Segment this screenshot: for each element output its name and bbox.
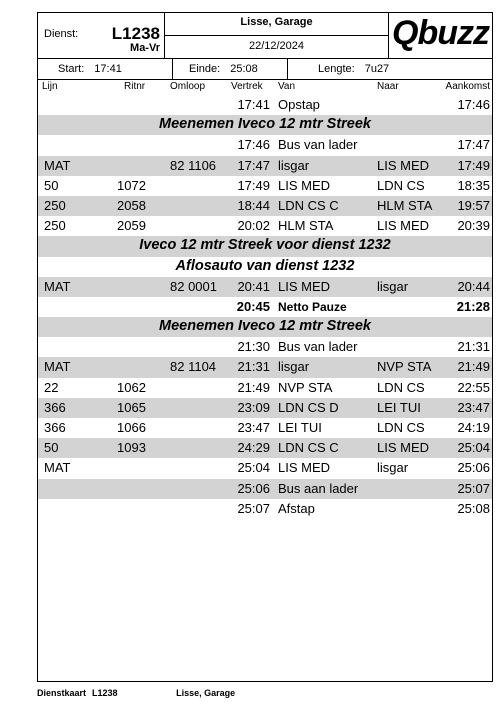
dienstkaart-frame [37, 12, 493, 682]
cell-aankomst: 18:35 [457, 177, 490, 193]
einde-label: Einde: [189, 63, 221, 75]
table-row [38, 277, 492, 297]
cell-aankomst: 17:46 [457, 97, 490, 112]
cell-van: Bus van lader [278, 137, 358, 153]
cell-omloop: 82 0001 [170, 278, 217, 294]
table-row [38, 196, 492, 216]
col-aankomst: Aankomst [445, 81, 490, 92]
cell-aankomst: 25:04 [457, 440, 490, 456]
cell-vertrek: 25:07 [237, 500, 270, 516]
cell-van: Bus van lader [278, 339, 358, 355]
col-van: Van [278, 81, 296, 92]
cell-aankomst: 19:57 [457, 197, 490, 213]
banner-text: Meenemen Iveco 12 mtr Streek [159, 318, 371, 335]
cell-aankomst: 21:28 [456, 298, 490, 314]
cell-lijn: 250 [44, 197, 66, 213]
cell-vertrek: 17:41 [237, 97, 270, 112]
cell-omloop: 82 1104 [170, 359, 217, 375]
cell-aankomst: 24:19 [457, 420, 490, 435]
cell-vertrek: 20:45 [236, 298, 270, 314]
cell-van: Bus aan lader [278, 480, 359, 496]
table-row [38, 479, 492, 499]
garage-name: Lisse, Garage [240, 16, 313, 28]
cell-vertrek: 24:29 [237, 440, 270, 456]
cell-aankomst: 21:49 [457, 359, 490, 375]
cell-van: LIS MED [278, 460, 331, 476]
cell-aankomst: 25:06 [457, 460, 490, 476]
lengte-cell [288, 59, 492, 79]
cell-vertrek: 18:44 [237, 197, 270, 213]
cell-naar: LIS MED [377, 440, 430, 456]
dienst-number: L1238 [111, 24, 160, 43]
cell-lijn: 50 [44, 177, 59, 193]
cell-van: NVP STA [278, 379, 333, 395]
banner-row [38, 236, 492, 256]
cell-ritnr: 1093 [117, 440, 146, 456]
cell-vertrek: 25:04 [237, 460, 270, 476]
cell-van: HLM STA [278, 218, 334, 234]
cell-lijn: MAT [44, 278, 71, 294]
times-bar [38, 59, 492, 80]
cell-vertrek: 20:02 [237, 218, 270, 234]
col-vertrek: Vertrek [231, 81, 263, 92]
footer-garage: Lisse, Garage [176, 688, 236, 698]
table-row [38, 95, 492, 115]
cell-naar: HLM STA [377, 197, 433, 213]
cell-vertrek: 23:09 [237, 399, 270, 415]
divider [165, 35, 388, 36]
table-row [38, 499, 492, 519]
table-row [38, 337, 492, 357]
cell-aankomst: 20:44 [457, 278, 490, 294]
cell-van: LDN CS C [278, 440, 339, 456]
cell-aankomst: 17:49 [457, 157, 490, 173]
cell-aankomst: 20:39 [457, 218, 490, 234]
cell-lijn: MAT [44, 359, 71, 375]
start-cell [38, 59, 173, 79]
cell-ritnr: 1072 [117, 177, 146, 193]
cell-lijn: 22 [44, 379, 59, 395]
dienst-cell [38, 13, 165, 58]
col-naar: Naar [377, 81, 399, 92]
banner-row [38, 257, 492, 277]
col-omloop: Omloop [170, 81, 206, 92]
dienst-label: Dienst: [44, 28, 79, 40]
cell-omloop: 82 1106 [170, 157, 217, 173]
cell-ritnr: 1062 [117, 379, 146, 395]
logo-cell [389, 13, 492, 58]
cell-vertrek: 17:47 [237, 157, 270, 173]
cell-naar: LDN CS [377, 420, 425, 435]
cell-aankomst: 17:47 [457, 137, 490, 153]
cell-aankomst: 22:55 [457, 379, 490, 395]
table-row [38, 357, 492, 377]
cell-naar: NVP STA [377, 359, 432, 375]
footer-dienstkaart: Dienstkaart [37, 688, 87, 698]
cell-van: Opstap [278, 97, 320, 112]
cell-vertrek: 25:06 [237, 480, 270, 496]
einde-cell [173, 59, 288, 79]
lengte-label: Lengte: [318, 63, 355, 75]
cell-lijn: 50 [44, 440, 59, 456]
cell-vertrek: 21:30 [237, 339, 270, 355]
banner-text: Iveco 12 mtr Streek voor dienst 1232 [139, 237, 391, 254]
footer-label [37, 688, 146, 698]
start-time: 17:41 [94, 63, 122, 75]
cell-naar: lisgar [377, 278, 409, 294]
cell-aankomst: 21:31 [457, 339, 490, 355]
cell-vertrek: 20:41 [237, 278, 270, 294]
qbuzz-logo: Qbuzz [392, 14, 489, 52]
cell-vertrek: 23:47 [237, 420, 270, 435]
cell-van: LIS MED [278, 278, 331, 294]
cell-naar: LDN CS [377, 177, 425, 193]
cell-vertrek: 17:46 [237, 137, 270, 153]
cell-ritnr: 2059 [117, 218, 146, 234]
cell-naar: LIS MED [377, 218, 430, 234]
datum: 22/12/2024 [248, 40, 305, 52]
table-row [38, 156, 492, 176]
cell-van: LDN CS C [278, 197, 339, 213]
cell-naar: LEI TUI [377, 399, 421, 415]
banner-row [38, 115, 492, 135]
cell-van: lisgar [278, 359, 310, 375]
cell-vertrek: 21:49 [237, 379, 270, 395]
header [38, 13, 492, 59]
cell-vertrek: 21:31 [237, 359, 270, 375]
cell-van: Netto Pauze [278, 299, 347, 314]
cell-lijn: 250 [44, 218, 66, 234]
cell-lijn: 366 [44, 420, 66, 435]
cell-vertrek: 17:49 [237, 177, 270, 193]
garage-datum-cell [165, 13, 389, 58]
cell-naar: lisgar [377, 460, 409, 476]
col-lijn: Lijn [42, 81, 58, 92]
pauze-row [38, 297, 492, 317]
einde-time: 25:08 [230, 63, 258, 75]
cell-naar: LIS MED [377, 157, 430, 173]
banner-text: Meenemen Iveco 12 mtr Streek [159, 116, 371, 133]
cell-aankomst: 25:07 [457, 480, 490, 496]
column-headers [38, 80, 492, 94]
cell-van: lisgar [278, 157, 310, 173]
cell-van: LEI TUI [278, 420, 322, 435]
footer [37, 688, 263, 698]
table-row [38, 135, 492, 155]
start-label: Start: [58, 63, 85, 75]
cell-ritnr: 1066 [117, 420, 146, 435]
cell-aankomst: 25:08 [457, 500, 490, 516]
table-row [38, 398, 492, 418]
rit-table [38, 95, 492, 519]
table-row [38, 216, 492, 236]
col-ritnr: Ritnr [124, 81, 146, 92]
banner-text: Aflosauto van dienst 1232 [175, 257, 355, 274]
cell-naar: LDN CS [377, 379, 425, 395]
table-row [38, 438, 492, 458]
lengte-value: 7u27 [364, 63, 390, 75]
table-row [38, 418, 492, 438]
table-row [38, 176, 492, 196]
cell-van: LIS MED [278, 177, 331, 193]
cell-ritnr: 1065 [117, 399, 146, 415]
footer-dienst: L1238 [92, 688, 118, 698]
cell-lijn: 366 [44, 399, 66, 415]
cell-lijn: MAT [44, 157, 71, 173]
table-row [38, 378, 492, 398]
cell-van: LDN CS D [278, 399, 339, 415]
banner-row [38, 317, 492, 337]
cell-aankomst: 23:47 [457, 399, 490, 415]
cell-ritnr: 2058 [117, 197, 146, 213]
cell-van: Afstap [278, 500, 315, 516]
table-row [38, 458, 492, 478]
cell-lijn: MAT [44, 460, 71, 476]
dagen-label: Ma-Vr [130, 42, 160, 54]
